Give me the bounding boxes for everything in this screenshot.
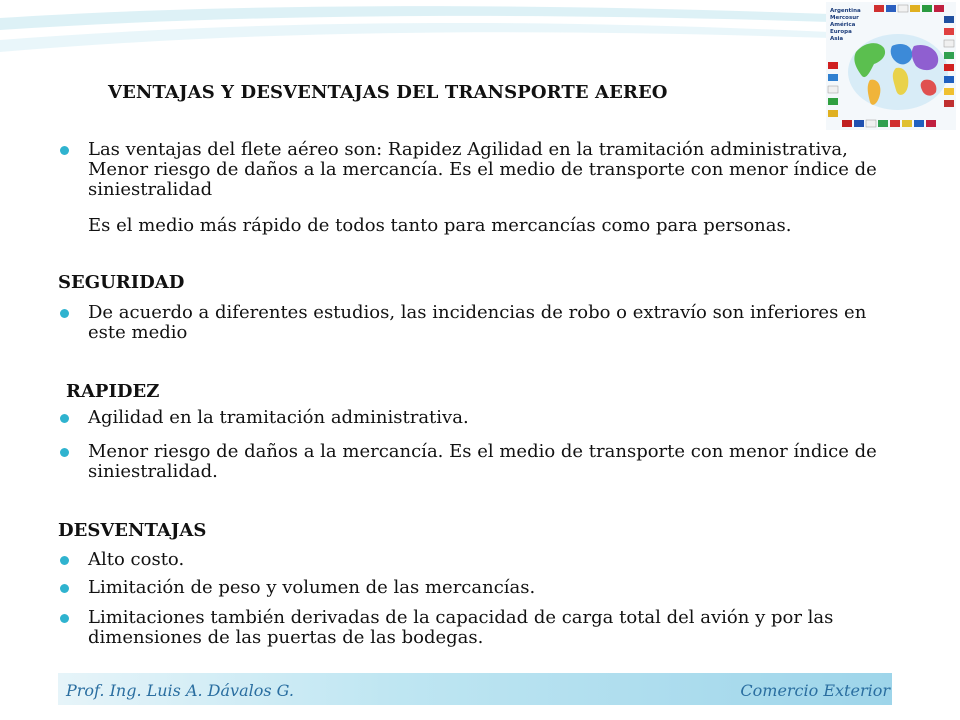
svg-text:Argentina: Argentina [830,8,861,14]
desventajas-bullet [58,578,898,598]
bullet-dot-icon [60,309,69,318]
rapidez-bullet [58,408,898,428]
header-swoosh [0,0,960,140]
ventajas-line: Es el medio más rápido de todos tanto para mercancías como para personas. [88,215,792,236]
rapidez-bullet-text: Menor riesgo de daños a la mercancía. Es el medio de transporte con menor índice de siniestralidad. [88,441,877,482]
desventajas-bullet-text: Limitaciones también derivadas de la capacidad de carga total del avión y por las dimensiones de las puertas de las bodegas. [88,607,834,648]
desventajas-heading: DESVENTAJAS [58,520,207,541]
seguridad-bullet-text: De acuerdo a diferentes estudios, las incidencias de robo o extravío son inferiores en este medio [88,302,867,343]
ventajas-bullet [58,140,898,200]
desventajas-bullet-text: Limitación de peso y volumen de las mercancías. [88,577,536,598]
svg-text:Europa: Europa [830,29,852,35]
bullet-dot-icon [60,584,69,593]
footer-bar [58,673,892,705]
rapidez-bullet [58,442,898,482]
desventajas-bullet [58,550,898,570]
slide-title: VENTAJAS Y DESVENTAJAS DEL TRANSPORTE AEREO [108,82,668,103]
seguridad-heading: SEGURIDAD [58,272,185,293]
bullet-dot-icon [60,556,69,565]
footer-course: Comercio Exterior [740,681,890,700]
svg-text:América: América [830,22,856,28]
bullet-dot-icon [60,614,69,623]
svg-text:Mercosur: Mercosur [830,15,859,21]
rapidez-heading: RAPIDEZ [66,381,160,402]
bullet-dot-icon [60,146,69,155]
desventajas-bullet [58,608,898,648]
world-flags-logo [826,2,956,130]
desventajas-bullet-text: Alto costo. [88,549,185,570]
seguridad-bullet [58,303,898,343]
ventajas-bullet-text: Las ventajas del flete aéreo son: Rapidez Agilidad en la tramitación administrativa, Menor riesgo de daños a la mercancía. Es el medio de transporte con menor índice de siniestralidad [88,139,877,200]
bullet-dot-icon [60,448,69,457]
svg-text:Asia: Asia [830,36,844,42]
rapidez-bullet-text: Agilidad en la tramitación administrativa. [88,407,469,428]
footer-author: Prof. Ing. Luis A. Dávalos G. [66,681,294,700]
bullet-dot-icon [60,414,69,423]
